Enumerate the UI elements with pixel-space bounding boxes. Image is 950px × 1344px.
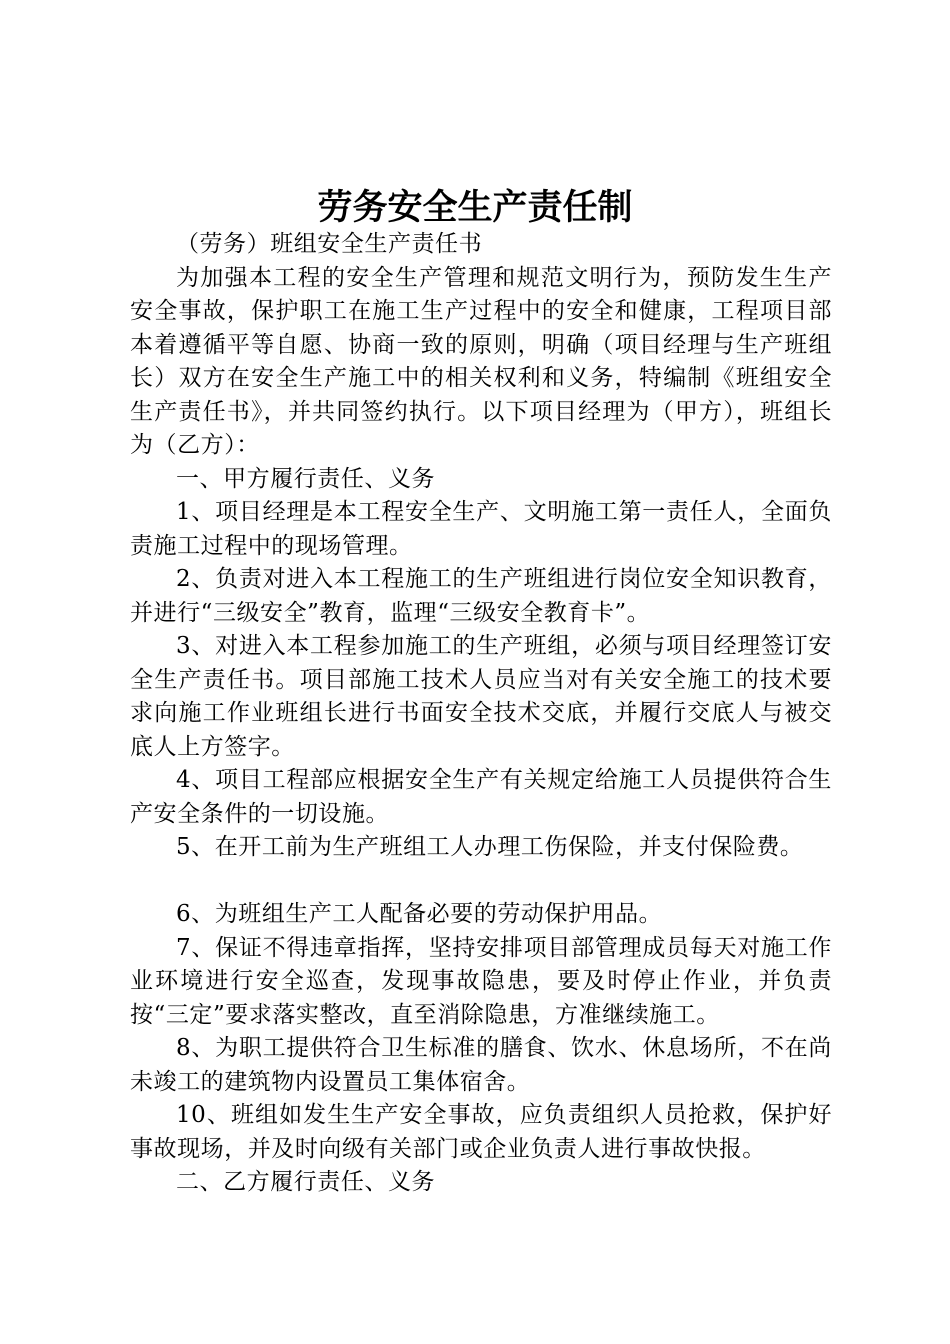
document-subtitle: （劳务）班组安全生产责任书 xyxy=(176,231,483,257)
clause-3: 3、对进入本工程参加施工的生产班组，必须与项目经理签订安全生产责任书。项目部施工技术人员应当对有关安全施工的技术要求向施工作业班组长进行书面安全技术交底，并履行交底人与被交底人上方签字。 xyxy=(130,633,832,760)
document-body xyxy=(130,228,832,1200)
clause-10: 10、班组如发生生产安全事故，应负责组织人员抢救，保护好事故现场，并及时向级有关部门或企业负责人进行事故快报。 xyxy=(130,1102,832,1162)
clause-5: 5、在开工前为生产班组工人办理工伤保险，并支付保险费。 xyxy=(176,834,804,860)
clause-7: 7、保证不得违章指挥，坚持安排项目部管理成员每天对施工作业环境进行安全巡查，发现事故隐患，要及时停止作业，并负责按“三定”要求落实整改，直至消除隐患，方准继续施工。 xyxy=(130,934,832,1028)
section-heading-party-b: 二、乙方履行责任、义务 xyxy=(176,1169,436,1195)
document-title: 劳务安全生产责任制 xyxy=(317,187,633,228)
blank-line xyxy=(130,865,832,899)
clause-6: 6、为班组生产工人配备必要的劳动保护用品。 xyxy=(176,901,663,927)
section-heading-party-a: 一、甲方履行责任、义务 xyxy=(176,465,436,492)
clause-4: 4、项目工程部应根据安全生产有关规定给施工人员提供符合生产安全条件的一切设施。 xyxy=(130,767,832,827)
intro-paragraph: 为加强本工程的安全生产管理和规范文明行为，预防发生生产安全事故，保护职工在施工生产过程中的安全和健康，工程项目部本着遵循平等自愿、协商一致的原则，明确（项目经理与生产班组长）双方在安全生产施工中的相关权利和义务，特编制《班组安全生产责任书》，并共同签约执行。以下项目经理为（甲方），班组长为（乙方）： xyxy=(130,264,832,458)
clause-8: 8、为职工提供符合卫生标准的膳食、饮水、休息场所，不在尚未竣工的建筑物内设置员工集体宿舍。 xyxy=(130,1035,832,1095)
clause-2: 2、负责对进入本工程施工的生产班组进行岗位安全知识教育，并进行“三级安全”教育，监理“三级安全教育卡”。 xyxy=(130,566,832,626)
clause-1: 1、项目经理是本工程安全生产、文明施工第一责任人，全面负责施工过程中的现场管理。 xyxy=(130,499,832,559)
